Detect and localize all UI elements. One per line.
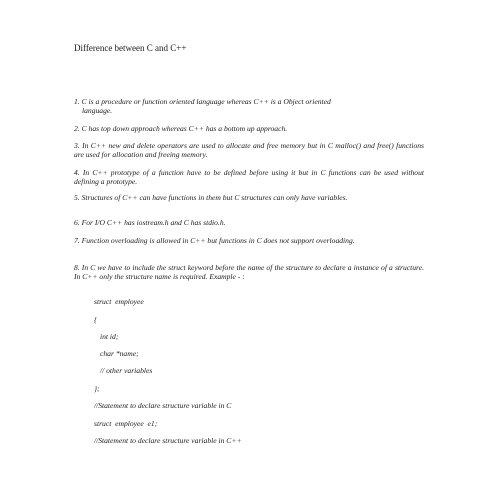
point-4: 4. In C++ prototype of a function have to be defined before using it but in C functions can be used without defining a prototype. [74,168,424,186]
point-5: 5. Structures of C++ can have functions in them but C structures can only have variables. [74,193,348,202]
code-line-7: //Statement to declare structure variable in C [94,401,232,410]
code-line-2: { [94,315,98,324]
code-line-8: struct employee e1; [94,419,158,428]
code-line-9: //Statement to declare structure variable in C++ [94,436,242,445]
point-1 [74,97,424,115]
point-1-line-1: 1. C is a procedure or function oriented language whereas C++ is a Object oriented [74,97,331,106]
point-2: 2. C has top down approach whereas C++ has a bottom up approach. [74,124,288,133]
point-6: 6. For I/O C++ has iostream.h and C has stdio.h. [74,218,226,227]
code-line-3: int id; [100,332,119,341]
point-1-line-2: language. [82,106,113,115]
point-7: 7. Function overloading is allowed in C++ but functions in C does not support overloading. [74,236,355,245]
code-line-1: struct employee [94,297,144,306]
code-line-6: }; [94,384,100,393]
code-line-4: char *name; [100,349,139,358]
point-8: 8. In C we have to include the struct keyword before the name of the structure to declare a instance of a structure. In C++ only the structure name is required. Example - : [74,263,424,281]
code-line-5: // other variables [100,366,153,375]
point-3: 3. In C++ new and delete operators are used to allocate and free memory but in C malloc() and free() functions are used for allocation and freeing memory. [74,141,424,159]
document-title: Difference between C and C++ [74,43,187,53]
